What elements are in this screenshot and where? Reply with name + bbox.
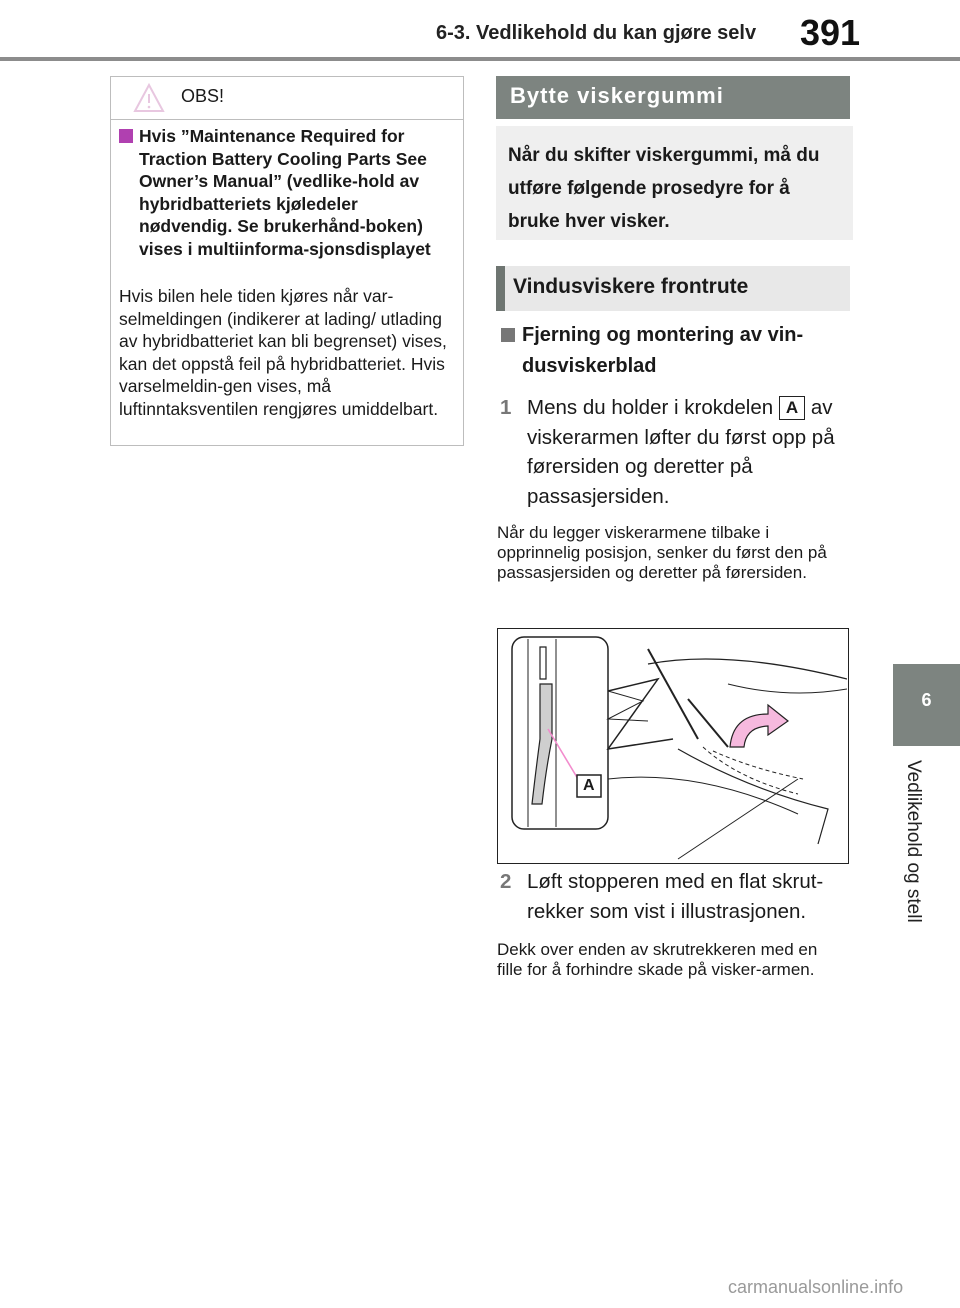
step-text-continued: av viskerarmen løfter du først opp på førersiden og deretter på passasjersiden. xyxy=(527,396,835,508)
section-heading: Vindusviskere frontrute xyxy=(496,266,850,311)
wiper-illustration xyxy=(497,628,849,864)
warning-triangle-icon xyxy=(133,83,165,113)
step-number: 1 xyxy=(500,396,512,419)
chapter-tab xyxy=(893,664,960,746)
note-text: Når du legger viskerarmene tilbake i opprinnelig posisjon, senker du først den på passasjersiden og deretter på førersiden. xyxy=(497,523,827,582)
header-divider xyxy=(0,57,960,61)
subheading xyxy=(501,320,851,382)
step-text: Løft stopperen med en flat skrut-rekker som vist i illustrasjonen. xyxy=(527,870,824,923)
intro-text: Når du skifter viskergummi, må du utføre følgende prosedyre for å bruke hver visker. xyxy=(496,126,853,240)
caution-header xyxy=(111,77,463,120)
bullet-square-icon xyxy=(501,328,515,342)
caution-label: OBS! xyxy=(181,86,225,106)
callout-label: A xyxy=(779,396,805,420)
bullet-square-icon xyxy=(119,129,133,143)
watermark: carmanualsonline.info xyxy=(728,1277,904,1297)
caution-body: Hvis bilen hele tiden kjøres når var-selmeldingen (indikerer at lading/ utlading av hybridbatteriet kan bli begrenset) vises, kan det oppstå feil på hybridbatteriet. Hvis varselmeldin-gen vises, må luftinntaksventilen rengjøres umiddelbart. xyxy=(119,286,447,419)
step-number: 2 xyxy=(500,870,512,893)
chapter-number: 6 xyxy=(921,690,932,710)
caution-subheading xyxy=(119,125,455,260)
caution-box xyxy=(110,76,464,446)
step-2 xyxy=(500,867,852,926)
caution-subheading-text: Hvis ”Maintenance Required for Traction Battery Cooling Parts See Owner’s Manual” (vedlike-hold av hybridbatteriets kjøledeler nødvendig. Se brukerhånd-boken) vises i multiinforma-sjonsdisplayet xyxy=(139,126,431,259)
step-text: Mens du holder i krokdelen xyxy=(527,396,774,419)
illustration-callout: A xyxy=(583,777,595,794)
wiper-drawing xyxy=(498,629,847,862)
note-text: Dekk over enden av skrutrekkeren med en fille for å forhindre skade på visker-armen. xyxy=(497,940,818,979)
chapter-title: Vedlikehold og stell xyxy=(903,760,924,923)
section-title: 6-3. Vedlikehold du kan gjøre selv xyxy=(436,22,757,44)
page-title: Bytte viskergummi xyxy=(496,76,850,119)
step-1 xyxy=(500,393,852,511)
page-number: 391 xyxy=(800,12,861,53)
subheading-text: Fjerning og montering av vin-dusviskerblad xyxy=(522,324,804,377)
